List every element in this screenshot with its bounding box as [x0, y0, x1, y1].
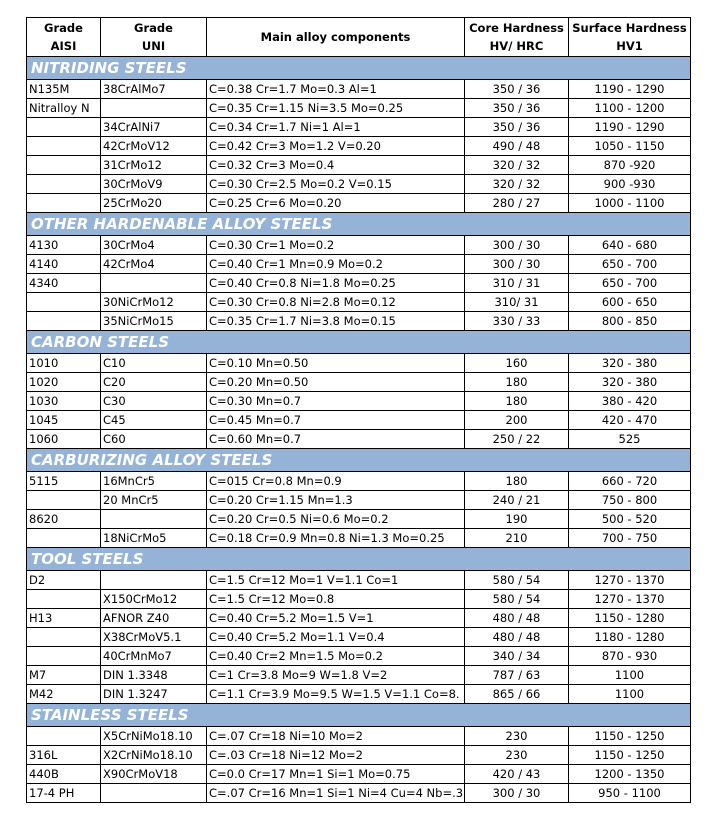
cell-core-hardness: 310/ 31 [465, 293, 569, 312]
cell-core-hardness: 480 / 48 [465, 609, 569, 628]
cell-core-hardness: 280 / 27 [465, 194, 569, 213]
cell-alloy-components: C=0.25 Cr=6 Mo=0.20 [207, 194, 465, 213]
cell-alloy-components: C=1.5 Cr=12 Mo=1 V=1.1 Co=1 [207, 571, 465, 590]
cell-core-hardness: 210 [465, 529, 569, 548]
cell-surface-hardness: 1150 - 1250 [569, 746, 691, 765]
cell-core-hardness: 490 / 48 [465, 137, 569, 156]
cell-grade-uni [101, 99, 207, 118]
section-title: STAINLESS STEELS [27, 704, 691, 727]
cell-grade-uni [101, 510, 207, 529]
table-row [27, 312, 691, 331]
cell-alloy-components: C=0.20 Cr=1.15 Mn=1.3 [207, 491, 465, 510]
cell-alloy-components: C=.03 Cr=18 Ni=12 Mo=2 [207, 746, 465, 765]
cell-alloy-components: C=0.18 Cr=0.9 Mn=0.8 Ni=1.3 Mo=0.25 [207, 529, 465, 548]
cell-grade-aisi [27, 156, 101, 175]
section-header-row [27, 331, 691, 354]
cell-core-hardness: 310 / 31 [465, 274, 569, 293]
table-row [27, 510, 691, 529]
cell-grade-uni [101, 784, 207, 803]
cell-surface-hardness: 380 - 420 [569, 392, 691, 411]
cell-core-hardness: 787 / 63 [465, 666, 569, 685]
cell-grade-aisi [27, 118, 101, 137]
cell-grade-aisi: 316L [27, 746, 101, 765]
table-row [27, 491, 691, 510]
cell-grade-uni: 30CrMoV9 [101, 175, 207, 194]
cell-core-hardness: 580 / 54 [465, 571, 569, 590]
section-title: OTHER HARDENABLE ALLOY STEELS [27, 213, 691, 236]
section-header-row [27, 449, 691, 472]
cell-alloy-components: C=0.20 Cr=0.5 Ni=0.6 Mo=0.2 [207, 510, 465, 529]
table-row [27, 472, 691, 491]
table-row [27, 236, 691, 255]
cell-core-hardness: 240 / 21 [465, 491, 569, 510]
header-grade-uni-line1: Grade [134, 21, 173, 35]
cell-grade-uni: 34CrAlNi7 [101, 118, 207, 137]
section-title: NITRIDING STEELS [27, 57, 691, 80]
cell-surface-hardness: 950 - 1100 [569, 784, 691, 803]
table-row [27, 746, 691, 765]
header-row [27, 18, 691, 57]
cell-grade-aisi [27, 137, 101, 156]
cell-grade-aisi: 17-4 PH [27, 784, 101, 803]
cell-surface-hardness: 800 - 850 [569, 312, 691, 331]
cell-grade-aisi: 4130 [27, 236, 101, 255]
cell-grade-aisi [27, 293, 101, 312]
cell-grade-aisi: 1030 [27, 392, 101, 411]
section-header-row [27, 213, 691, 236]
cell-grade-aisi: H13 [27, 609, 101, 628]
cell-surface-hardness: 1100 [569, 685, 691, 704]
cell-grade-uni: X5CrNiMo18.10 [101, 727, 207, 746]
table-row [27, 666, 691, 685]
cell-alloy-components: C=0.42 Cr=3 Mo=1.2 V=0.20 [207, 137, 465, 156]
cell-grade-aisi [27, 312, 101, 331]
table-row [27, 274, 691, 293]
cell-core-hardness: 350 / 36 [465, 80, 569, 99]
cell-core-hardness: 320 / 32 [465, 175, 569, 194]
table-row [27, 647, 691, 666]
cell-core-hardness: 330 / 33 [465, 312, 569, 331]
cell-grade-aisi: 1010 [27, 354, 101, 373]
cell-alloy-components: C=0.35 Cr=1.15 Ni=3.5 Mo=0.25 [207, 99, 465, 118]
cell-grade-aisi [27, 590, 101, 609]
cell-core-hardness: 340 / 34 [465, 647, 569, 666]
section-title: TOOL STEELS [27, 548, 691, 571]
cell-alloy-components: C=.07 Cr=16 Mn=1 Si=1 Ni=4 Cu=4 Nb=.3 [207, 784, 465, 803]
cell-grade-aisi: 5115 [27, 472, 101, 491]
header-core-hardness-line1: Core Hardness [469, 21, 564, 35]
cell-core-hardness: 480 / 48 [465, 628, 569, 647]
cell-grade-aisi: M42 [27, 685, 101, 704]
table-row [27, 765, 691, 784]
cell-core-hardness: 230 [465, 727, 569, 746]
cell-alloy-components: C=1.1 Cr=3.9 Mo=9.5 W=1.5 V=1.1 Co=8. [207, 685, 465, 704]
cell-core-hardness: 180 [465, 472, 569, 491]
cell-grade-aisi [27, 175, 101, 194]
cell-grade-aisi: 8620 [27, 510, 101, 529]
cell-core-hardness: 580 / 54 [465, 590, 569, 609]
cell-grade-aisi [27, 628, 101, 647]
cell-alloy-components: C=1.5 Cr=12 Mo=0.8 [207, 590, 465, 609]
cell-surface-hardness: 500 - 520 [569, 510, 691, 529]
cell-surface-hardness: 600 - 650 [569, 293, 691, 312]
cell-surface-hardness: 1100 - 1200 [569, 99, 691, 118]
cell-grade-uni [101, 274, 207, 293]
cell-core-hardness: 865 / 66 [465, 685, 569, 704]
section-header-row [27, 548, 691, 571]
header-grade-aisi [27, 18, 101, 57]
section-header-row [27, 704, 691, 727]
table-row [27, 194, 691, 213]
cell-surface-hardness: 320 - 380 [569, 354, 691, 373]
table-row [27, 727, 691, 746]
table-header [27, 18, 691, 57]
cell-core-hardness: 300 / 30 [465, 236, 569, 255]
cell-grade-aisi: Nitralloy N [27, 99, 101, 118]
cell-grade-aisi [27, 194, 101, 213]
section-header-row [27, 57, 691, 80]
cell-surface-hardness: 1180 - 1280 [569, 628, 691, 647]
cell-surface-hardness: 650 - 700 [569, 274, 691, 293]
cell-surface-hardness: 1000 - 1100 [569, 194, 691, 213]
cell-core-hardness: 200 [465, 411, 569, 430]
cell-grade-uni: 20 MnCr5 [101, 491, 207, 510]
cell-grade-uni: DIN 1.3247 [101, 685, 207, 704]
table-row [27, 411, 691, 430]
cell-grade-uni: AFNOR Z40 [101, 609, 207, 628]
cell-grade-aisi: 440B [27, 765, 101, 784]
cell-grade-uni: C30 [101, 392, 207, 411]
cell-alloy-components: C=0.0 Cr=17 Mn=1 Si=1 Mo=0.75 [207, 765, 465, 784]
cell-core-hardness: 190 [465, 510, 569, 529]
cell-grade-aisi: 1020 [27, 373, 101, 392]
cell-grade-uni: 35NiCrMo15 [101, 312, 207, 331]
cell-alloy-components: C=1 Cr=3.8 Mo=9 W=1.8 V=2 [207, 666, 465, 685]
cell-grade-uni: X2CrNiMo18.10 [101, 746, 207, 765]
cell-grade-aisi: N135M [27, 80, 101, 99]
table-row [27, 609, 691, 628]
cell-surface-hardness: 1190 - 1290 [569, 80, 691, 99]
cell-grade-uni: 38CrAlMo7 [101, 80, 207, 99]
cell-grade-uni: 40CrMnMo7 [101, 647, 207, 666]
header-main-alloy: Main alloy components [207, 18, 465, 57]
cell-grade-uni [101, 571, 207, 590]
cell-grade-aisi [27, 647, 101, 666]
cell-surface-hardness: 1270 - 1370 [569, 590, 691, 609]
cell-alloy-components: C=0.32 Cr=3 Mo=0.4 [207, 156, 465, 175]
table-row [27, 118, 691, 137]
header-surface-hardness-line2: HV1 [616, 39, 643, 53]
table-row [27, 99, 691, 118]
cell-grade-uni: X90CrMoV18 [101, 765, 207, 784]
cell-core-hardness: 160 [465, 354, 569, 373]
header-surface-hardness-line1: Surface Hardness [572, 21, 687, 35]
cell-surface-hardness: 900 -930 [569, 175, 691, 194]
cell-grade-uni: 42CrMoV12 [101, 137, 207, 156]
cell-surface-hardness: 870 -920 [569, 156, 691, 175]
cell-alloy-components: C=0.40 Cr=2 Mn=1.5 Mo=0.2 [207, 647, 465, 666]
cell-alloy-components: C=0.40 Cr=0.8 Ni=1.8 Mo=0.25 [207, 274, 465, 293]
table-row [27, 571, 691, 590]
cell-surface-hardness: 1270 - 1370 [569, 571, 691, 590]
cell-grade-uni: 42CrMo4 [101, 255, 207, 274]
cell-surface-hardness: 1050 - 1150 [569, 137, 691, 156]
cell-alloy-components: C=0.10 Mn=0.50 [207, 354, 465, 373]
cell-alloy-components: C=0.30 Cr=2.5 Mo=0.2 V=0.15 [207, 175, 465, 194]
header-surface-hardness [569, 18, 691, 57]
header-grade-uni [101, 18, 207, 57]
cell-grade-uni: DIN 1.3348 [101, 666, 207, 685]
cell-grade-uni: C60 [101, 430, 207, 449]
cell-alloy-components: C=0.60 Mn=0.7 [207, 430, 465, 449]
cell-alloy-components: C=0.30 Cr=1 Mo=0.2 [207, 236, 465, 255]
cell-grade-uni: 31CrMo12 [101, 156, 207, 175]
cell-grade-aisi: 1060 [27, 430, 101, 449]
table-row [27, 175, 691, 194]
cell-surface-hardness: 870 - 930 [569, 647, 691, 666]
cell-core-hardness: 180 [465, 392, 569, 411]
cell-core-hardness: 350 / 36 [465, 99, 569, 118]
cell-surface-hardness: 1200 - 1350 [569, 765, 691, 784]
table-row [27, 392, 691, 411]
table-row [27, 685, 691, 704]
table-row [27, 354, 691, 373]
section-title: CARBON STEELS [27, 331, 691, 354]
table-row [27, 293, 691, 312]
cell-grade-uni: 18NiCrMo5 [101, 529, 207, 548]
cell-grade-uni: 16MnCr5 [101, 472, 207, 491]
cell-grade-uni: 25CrMo20 [101, 194, 207, 213]
cell-alloy-components: C=0.40 Cr=5.2 Mo=1.1 V=0.4 [207, 628, 465, 647]
cell-core-hardness: 250 / 22 [465, 430, 569, 449]
table-row [27, 255, 691, 274]
cell-surface-hardness: 750 - 800 [569, 491, 691, 510]
cell-alloy-components: C=0.45 Mn=0.7 [207, 411, 465, 430]
cell-core-hardness: 180 [465, 373, 569, 392]
table-row [27, 529, 691, 548]
cell-alloy-components: C=0.40 Cr=5.2 Mo=1.5 V=1 [207, 609, 465, 628]
cell-core-hardness: 350 / 36 [465, 118, 569, 137]
cell-grade-aisi: M7 [27, 666, 101, 685]
header-grade-aisi-line1: Grade [44, 21, 83, 35]
cell-surface-hardness: 320 - 380 [569, 373, 691, 392]
table-row [27, 80, 691, 99]
cell-core-hardness: 230 [465, 746, 569, 765]
steel-hardness-table [26, 17, 691, 803]
cell-surface-hardness: 420 - 470 [569, 411, 691, 430]
cell-alloy-components: C=0.40 Cr=1 Mn=0.9 Mo=0.2 [207, 255, 465, 274]
cell-grade-uni: X38CrMoV5.1 [101, 628, 207, 647]
table-row [27, 590, 691, 609]
cell-alloy-components: C=0.20 Mn=0.50 [207, 373, 465, 392]
cell-grade-uni: C10 [101, 354, 207, 373]
cell-grade-aisi [27, 491, 101, 510]
cell-alloy-components: C=0.30 Cr=0.8 Ni=2.8 Mo=0.12 [207, 293, 465, 312]
cell-alloy-components: C=0.34 Cr=1.7 Ni=1 Al=1 [207, 118, 465, 137]
cell-grade-uni: 30CrMo4 [101, 236, 207, 255]
cell-alloy-components: C=015 Cr=0.8 Mn=0.9 [207, 472, 465, 491]
cell-grade-aisi: D2 [27, 571, 101, 590]
cell-surface-hardness: 1100 [569, 666, 691, 685]
cell-grade-uni: 30NiCrMo12 [101, 293, 207, 312]
cell-grade-uni: C45 [101, 411, 207, 430]
cell-surface-hardness: 660 - 720 [569, 472, 691, 491]
cell-surface-hardness: 1150 - 1280 [569, 609, 691, 628]
cell-alloy-components: C=0.35 Cr=1.7 Ni=3.8 Mo=0.15 [207, 312, 465, 331]
cell-surface-hardness: 640 - 680 [569, 236, 691, 255]
cell-grade-aisi: 1045 [27, 411, 101, 430]
cell-grade-aisi: 4340 [27, 274, 101, 293]
header-core-hardness [465, 18, 569, 57]
cell-grade-aisi: 4140 [27, 255, 101, 274]
header-grade-aisi-line2: AISI [50, 39, 77, 53]
cell-grade-aisi [27, 727, 101, 746]
cell-surface-hardness: 1150 - 1250 [569, 727, 691, 746]
cell-core-hardness: 300 / 30 [465, 255, 569, 274]
table-row [27, 430, 691, 449]
cell-grade-uni: X150CrMo12 [101, 590, 207, 609]
table-row [27, 137, 691, 156]
table-row [27, 628, 691, 647]
table-row [27, 784, 691, 803]
cell-surface-hardness: 650 - 700 [569, 255, 691, 274]
cell-alloy-components: C=0.30 Mn=0.7 [207, 392, 465, 411]
header-grade-uni-line2: UNI [141, 39, 166, 53]
cell-alloy-components: C=.07 Cr=18 Ni=10 Mo=2 [207, 727, 465, 746]
cell-surface-hardness: 1190 - 1290 [569, 118, 691, 137]
table-row [27, 373, 691, 392]
cell-core-hardness: 320 / 32 [465, 156, 569, 175]
cell-alloy-components: C=0.38 Cr=1.7 Mo=0.3 Al=1 [207, 80, 465, 99]
header-core-hardness-line2: HV/ HRC [489, 39, 544, 53]
cell-grade-aisi [27, 529, 101, 548]
table-body [27, 57, 691, 803]
cell-core-hardness: 420 / 43 [465, 765, 569, 784]
cell-core-hardness: 300 / 30 [465, 784, 569, 803]
section-title: CARBURIZING ALLOY STEELS [27, 449, 691, 472]
cell-surface-hardness: 700 - 750 [569, 529, 691, 548]
table-row [27, 156, 691, 175]
cell-surface-hardness: 525 [569, 430, 691, 449]
cell-grade-uni: C20 [101, 373, 207, 392]
